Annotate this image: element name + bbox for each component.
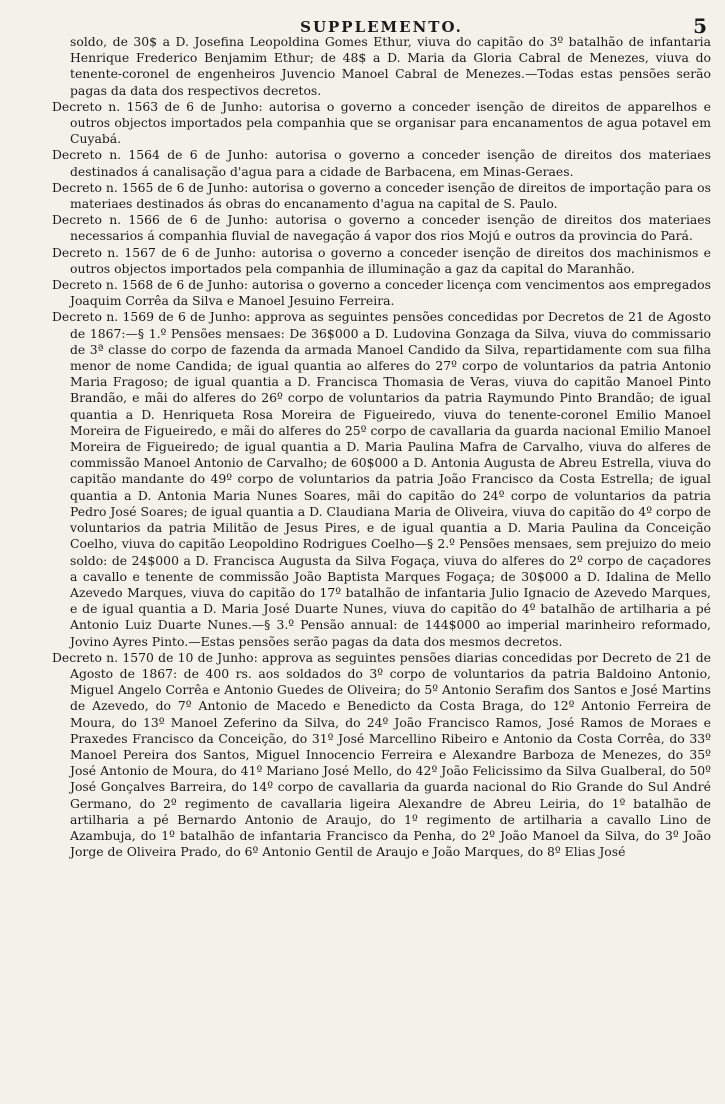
decree-1568: Decreto n. 1568 de 6 de Junho: autorisa o governo a conceder licença com vencimentos aos empregados Joaquim Corrêa da Silva e Manoel Jesuino Ferreira. xyxy=(52,277,711,309)
paragraph-continued: soldo, de 30$ a D. Josefina Leopoldina Gomes Ethur, viuva do capitão do 3º batalhão de infantaria Henrique Frederico Benjamim Ethur; de 48$ a D. Maria da Gloria Cabral de Menezes, viuva do tenente-coronel de engenheiros Juvencio Manoel Cabral de Menezes.—Todas estas pensões serão pagas da data dos respectivos decretos. xyxy=(70,34,711,98)
decree-1566: Decreto n. 1566 de 6 de Junho: autorisa o governo a conceder isenção de direitos dos materiaes necessarios á companhia fluvial de navegação á vapor dos rios Mojú e outros da provincia do Pará. xyxy=(52,212,711,244)
running-title: SUPPLEMENTO. xyxy=(300,18,463,36)
decree-1565: Decreto n. 1565 de 6 de Junho: autorisa o governo a conceder isenção de direitos de importação para os materiaes destinados ás obras do encanamento d'agua na capital de S. Paulo. xyxy=(52,179,711,212)
text-body xyxy=(52,34,711,860)
page-number: 5 xyxy=(693,14,707,38)
page-header xyxy=(52,0,711,38)
decree-1564: Decreto n. 1564 de 6 de Junho: autorisa o governo a conceder isenção de direitos dos materiaes destinados á canalisação d'agua para a cidade de Barbacena, em Minas-Geraes. xyxy=(52,147,711,179)
decree-1563: Decreto n. 1563 de 6 de Junho: autorisa o governo a conceder isenção de direitos de apparelhos e outros objectos importados pela companhia que se organisar para encanamentos de agua potavel em Cuyabá. xyxy=(52,98,711,147)
decree-1567: Decreto n. 1567 de 6 de Junho: autorisa o governo a conceder isenção de direitos dos machinismos e outros objectos importados pela companhia de illuminação a gaz da capital do Maranhão. xyxy=(52,244,711,276)
decree-1569: Decreto n. 1569 de 6 de Junho: approva as seguintes pensões concedidas por Decretos de 21 de Agosto de 1867:—§ 1.º Pensões mensaes: De 36$000 a D. Ludovina Gonzaga da Silva, viuva do commissario de 3ª classe do corpo de fazenda da armada Manoel Candido da Silva, repartidamente com sua filha menor de nome Candida; de igual quantia ao alferes do 27º corpo de voluntarios da patria Antonio Maria Fragoso; de igual quantia a D. Francisca Thomasia de Veras, viuva do capitão Manoel Pinto Brandão, e mãi do alferes do 26º corpo de voluntarios da patria Raymundo Pinto Brandão; de igual quantia a D. Henriqueta Rosa Moreira de Figueiredo, viuva do tenente-coronel Emilio Manoel Moreira de Figueiredo, e mãi do alferes do 25º corpo de cavallaria da guarda nacional Emilio Manoel Moreira de Figueiredo; de igual quantia a D. Maria Paulina Mafra de Carvalho, viuva do alferes de commissão Manoel Antonio de Carvalho; de 60$000 a D. Antonia Augusta de Abreu Estrella, viuva do capitão mandante do 49º corpo de voluntarios da patria João Francisco da Costa Estrella; de igual quantia a D. Antonia Maria Nunes Soares, mãi do capitão do 24º corpo de voluntarios da patria Pedro José Soares; de igual quantia a D. Claudiana Maria de Oliveira, viuva do capitão do 4º corpo de voluntarios da patria Militão de Jesus Pires, e de igual quantia a D. Maria Paulina da Conceição Coelho, viuva do capitão Leopoldino Rodrigues Coelho—§ 2.º Pensões mensaes, sem prejuizo do meio soldo: de 24$000 a D. Francisca Augusta da Silva Fogaça, viuva do alferes do 2º corpo de caçadores a cavallo e tenente de commissão João Baptista Marques Fogaça; de 30$000 a D. Idalina de Mello Azevedo Marques, viuva do capitão do 17º batalhão de infantaria Julio Ignacio de Azevedo Marques, e de igual quantia a D. Maria José Duarte Nunes, viuva do capitão do 4º batalhão de artilharia a pé Antonio Luiz Duarte Nunes.—§ 3.º Pensão annual: de 144$000 ao imperial marinheiro reformado, Jovino Ayres Pinto.—Estas pensões serão pagas da data dos mesmos decretos. xyxy=(52,309,711,649)
decree-1570: Decreto n. 1570 de 10 de Junho: approva as seguintes pensões diarias concedidas por Decreto de 21 de Agosto de 1867: de 400 rs. aos soldados do 3º corpo de voluntarios da patria Baldoino Antonio, Miguel Angelo Corrêa e Antonio Guedes de Oliveira; do 5º Antonio Serafim dos Santos e José Martins de Azevedo, do 7º Antonio de Macedo e Benedicto da Costa Braga, do 12º Antonio Ferreira de Moura, do 13º Manoel Zeferino da Silva, do 24º João Francisco Ramos, José Ramos de Moraes e Praxedes Francisco da Conceição, do 31º José Marcellino Ribeiro e Antonio da Costa Corrêa, do 33º Manoel Pereira dos Santos, Miguel Innocencio Ferreira e Alexandre Barboza de Menezes, do 35º José Antonio de Moura, do 41º Mariano José Mello, do 42º João Felicissimo da Silva Gualberal, do 50º José Gonçalves Barreira, do 14º corpo de cavallaria da guarda nacional do Rio Grande do Sul André Germano, do 2º regimento de cavallaria ligeira Alexandre de Abreu Leiria, do 1º batalhão de artilharia a pé Bernardo Antonio de Araujo, do 1º regimento de artilharia a cavallo Lino de Azambuja, do 1º batalhão de infantaria Francisco da Penha, do 2º João Manoel da Silva, do 3º João Jorge de Oliveira Prado, do 6º Antonio Gentil de Araujo e João Marques, do 8º Elias José xyxy=(52,649,711,860)
